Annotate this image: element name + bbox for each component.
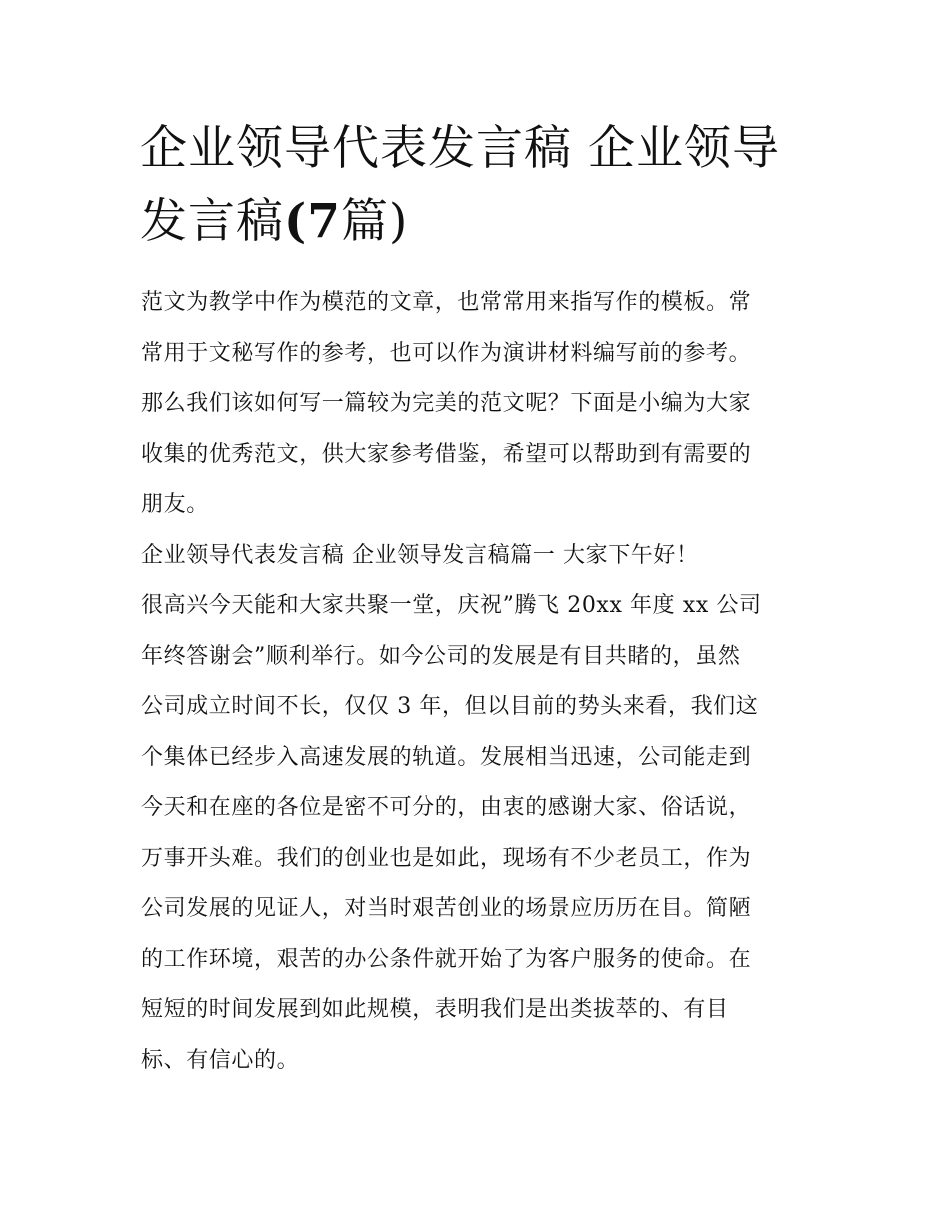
body-line: 很高兴今天能和大家共聚一堂，庆祝”腾飞 20xx 年度 xx 公司	[141, 593, 762, 618]
title-line-2c: 篇)	[340, 194, 409, 249]
body-line: 朋友。	[141, 492, 209, 517]
body-line: 公司发展的见证人，对当时艰苦创业的场景应历历在目。简陋	[141, 896, 752, 921]
document-body	[141, 278, 813, 1086]
body-line: 范文为教学中作为模范的文章，也常常用来指写作的模板。常	[141, 290, 752, 315]
body-line: 常用于文秘写作的参考，也可以作为演讲材料编写前的参考。	[141, 340, 752, 366]
body-line: 公司成立时间不长，仅仅 3 年，但以目前的势头来看，我们这	[141, 694, 759, 719]
title-line-1: 企业领导代表发言稿 企业领导	[140, 121, 780, 176]
body-line: 年终答谢会”顺利举行。如今公司的发展是有目共睹的，虽然	[141, 643, 741, 669]
title-line-2b: (7	[284, 194, 341, 249]
document-title	[140, 112, 820, 258]
body-line: 标、有信心的。	[141, 1047, 300, 1073]
body-line: 收集的优秀范文，供大家参考借鉴，希望可以帮助到有需要的	[141, 441, 752, 467]
body-line: 万事开头难。我们的创业也是如此，现场有不少老员工，作为	[141, 845, 752, 871]
body-line: 今天和在座的各位是密不可分的，由衷的感谢大家、俗话说，	[141, 795, 752, 820]
title-line-2a: 发言稿	[140, 194, 284, 249]
body-line: 短短的时间发展到如此规模，表明我们是出类拔萃的、有目	[141, 997, 729, 1022]
section-heading-line: 企业领导代表发言稿 企业领导发言稿篇一 大家下午好！	[141, 542, 699, 568]
body-line: 那么我们该如何写一篇较为完美的范文呢？下面是小编为大家	[141, 391, 752, 416]
body-line: 个集体已经步入高速发展的轨道。发展相当迅速，公司能走到	[141, 744, 752, 770]
body-line: 的工作环境，艰苦的办公条件就开始了为客户服务的使命。在	[141, 946, 752, 972]
